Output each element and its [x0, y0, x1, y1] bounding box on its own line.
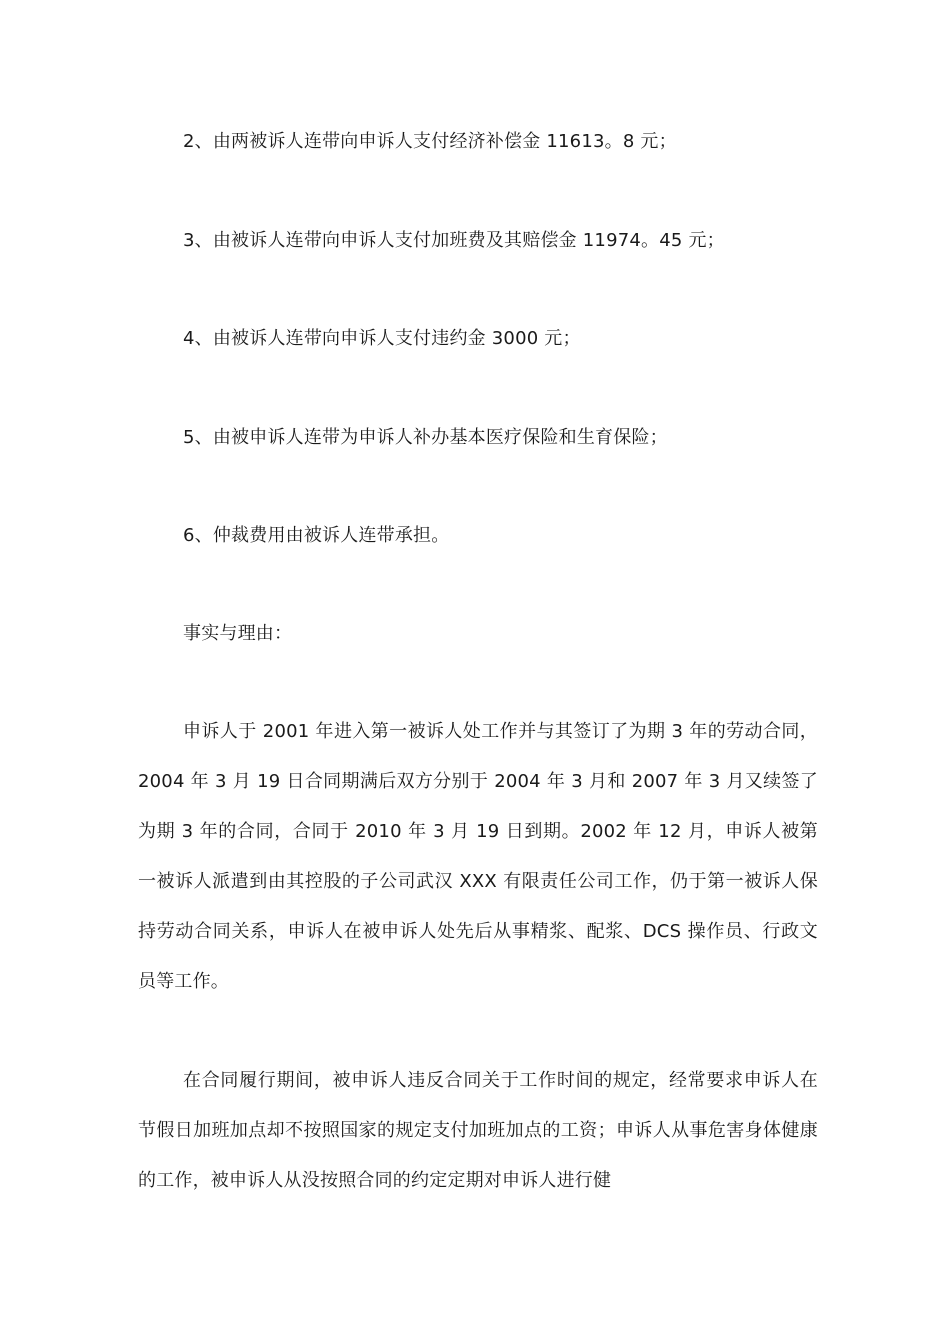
- claim-item-6: 6、仲裁费用由被诉人连带承担。: [183, 525, 450, 546]
- claim-item-4: 4、由被诉人连带向申诉人支付违约金 3000 元；: [183, 328, 581, 349]
- facts-paragraph-2: 在合同履行期间，被申诉人违反合同关于工作时间的规定，经常要求申诉人在节假日加班加点却不按照国家的规定支付加班加点的工资；申诉人从事危害身体健康的工作，被申诉人从没按照合同的约定定期对申诉人进行健: [138, 1070, 818, 1191]
- claim-item-2: 2、由两被诉人连带向申诉人支付经济补偿金 11613。8 元；: [183, 131, 677, 152]
- section-heading: 事实与理由：: [183, 623, 293, 644]
- claim-item-3: 3、由被诉人连带向申诉人支付加班费及其赔偿金 11974。45 元；: [183, 230, 725, 251]
- claim-item-5: 5、由被申诉人连带为申诉人补办基本医疗保险和生育保险；: [183, 427, 668, 448]
- facts-paragraph-1: 申诉人于 2001 年进入第一被诉人处工作并与其签订了为期 3 年的劳动合同，2004 年 3 月 19 日合同期满后双方分别于 2004 年 3 月和 2007 年 3 月又续签了为期 3 年的合同，合同于 2010 年 3 月 19 日到期。2002 年 12 月，申诉人被第一被诉人派遣到由其控股的子公司武汉 XXX 有限责任公司工作，仍于第一被诉人保持劳动合同关系，申诉人在被申诉人处先后从事精浆、配浆、DCS 操作员、行政文员等工作。: [138, 721, 818, 992]
